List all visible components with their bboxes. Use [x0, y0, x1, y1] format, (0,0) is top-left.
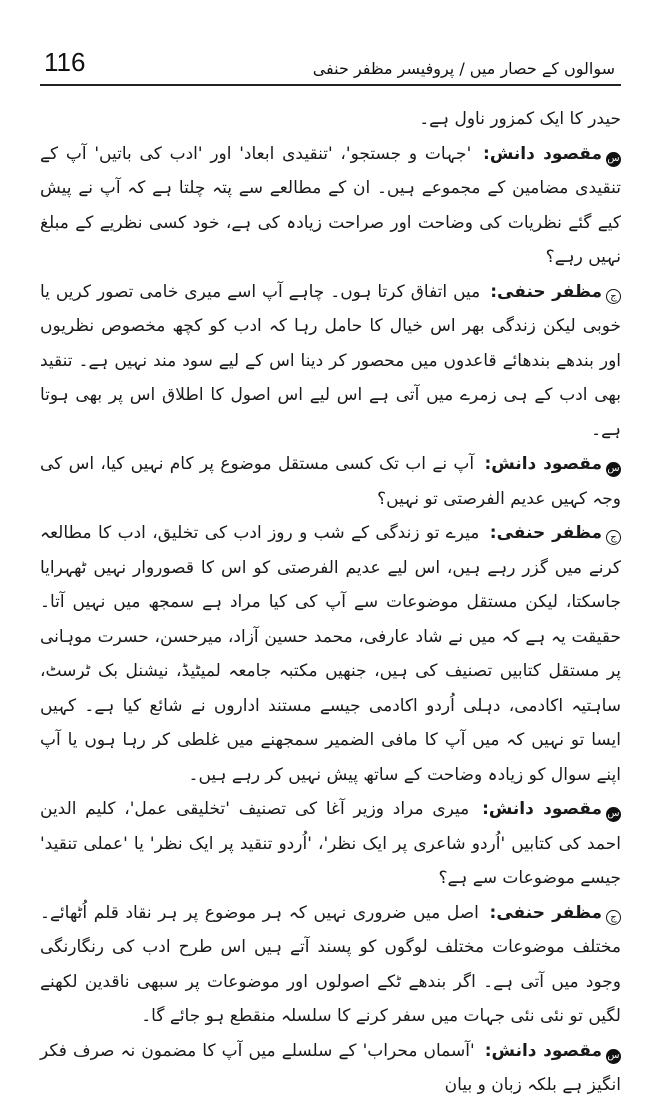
answer-paragraph: [40, 896, 621, 1034]
answer-paragraph: [40, 516, 621, 792]
speaker-label: مظفر حنفی:: [490, 281, 602, 302]
paragraph-text: حیدر کا ایک کمزور ناول ہے۔: [419, 109, 621, 129]
paragraph-text: 'آسماں محراب' کے سلسلے میں آپ کا مضمون نہ صرف فکر انگیز ہے بلکہ زبان و بیان: [40, 1040, 621, 1095]
question-paragraph: [40, 137, 621, 275]
speaker-label: مظفر حنفی:: [489, 523, 602, 543]
speaker-label: مقصود دانش:: [483, 143, 603, 164]
answer-marker-icon: ج: [606, 530, 621, 545]
page-body: [40, 102, 621, 1103]
question-paragraph: [40, 447, 621, 516]
paragraph-text: آپ نے اب تک کسی مستقل موضوع پر کام نہیں کیا، اس کی وجہ کہیں عدیم الفرصتی تو نہیں؟: [40, 454, 621, 509]
speaker-label: مظفر حنفی:: [489, 902, 603, 923]
page-header: [40, 26, 621, 86]
page-number: 116: [44, 47, 86, 77]
answer-marker-icon: ج: [606, 289, 621, 304]
running-title: سوالوں کے حصار میں / پروفیسر مظفر حنفی: [312, 59, 615, 78]
question-paragraph: [40, 792, 621, 896]
question-marker-icon: س: [606, 152, 621, 167]
answer-paragraph: [40, 275, 621, 448]
paragraph-continuation: [40, 102, 621, 137]
speaker-label: مقصود دانش:: [482, 799, 603, 819]
paragraph-text: 'جہات و جستجو'، 'تنقیدی ابعاد' اور 'ادب کی باتیں' آپ کے تنقیدی مضامین کے مجموعے ہیں۔ ان کے مطالعے سے پتہ چلتا ہے کہ آپ نے پیش کیے گئے نظریات کی وضاحت اور صراحت زیادہ کی ہے، خود کسی نظریے کے مبلغ نہیں رہے؟: [40, 143, 621, 267]
answer-marker-icon: ج: [606, 910, 621, 925]
paragraph-text: میں اتفاق کرتا ہوں۔ چاہے آپ اسے میری خامی تصور کریں یا خوبی لیکن زندگی بھر اس خیال کا حامل رہا کہ ادب کو کچھ مخصوص نظریوں اور بندھے بندھائے قاعدوں میں محصور کر دینا اس کے لیے سود مند نہیں ہے۔ تنقید بھی ادب کے ہی زمرے میں آتی ہے اس لیے اس اصول کا اطلاق اس پر بھی ہوتا ہے۔: [40, 281, 621, 440]
paragraph-text: میری مراد وزیر آغا کی تصنیف 'تخلیقی عمل'، کلیم الدین احمد کی کتابیں 'اُردو شاعری پر ایک نظر'، 'اُردو تنقید پر ایک نظر' یا 'عملی تنقید' جیسے موضوعات سے ہے؟: [40, 799, 621, 888]
question-marker-icon: س: [606, 807, 621, 822]
speaker-label: مقصود دانش:: [484, 1040, 603, 1061]
question-marker-icon: س: [606, 1049, 621, 1064]
question-marker-icon: س: [606, 462, 621, 477]
question-paragraph: [40, 1034, 621, 1103]
speaker-label: مقصود دانش:: [484, 454, 603, 474]
paragraph-text: میرے تو زندگی کے شب و روز ادب کی تخلیق، ادب کا مطالعہ کرنے میں گزر رہے ہیں، اس لیے عدیم الفرصتی کو اس کا قصوروار نہیں ٹھہرایا جاسکتا، لیکن مستقل موضوعات سے آپ کی کیا مراد ہے سمجھ میں نہیں آتا۔ حقیقت یہ ہے کہ میں نے شاد عارفی، محمد حسین آزاد، میرحسن، حسرت موہانی پر مستقل کتابیں تصنیف کی ہیں، جنھیں مکتبہ جامعہ لمیٹیڈ، نیشنل بک ٹرسٹ، ساہتیہ اکادمی، دہلی اُردو اکادمی جیسے مستند اداروں نے شائع کیا ہے۔ کہیں ایسا تو نہیں کہ میں آپ کا مافی الضمیر سمجھنے میں غلطی کر رہا ہوں یا آپ اپنے سوال کو زیادہ وضاحت کے ساتھ پیش نہیں کر رہے ہیں۔: [40, 523, 621, 785]
paragraph-text: اصل میں ضروری نہیں کہ ہر موضوع پر ہر نقاد قلم اُٹھائے۔ مختلف موضوعات مختلف لوگوں کو پسند آتے ہیں اس طرح ادب کی رنگارنگی وجود میں آتی ہے۔ اگر بندھے ٹکے اصولوں اور موضوعات پر سبھی ناقدین لکھنے لگیں تو نئی نئی جہات میں سفر کرنے کا سلسلہ منقطع ہو جائے گا۔: [40, 902, 621, 1026]
